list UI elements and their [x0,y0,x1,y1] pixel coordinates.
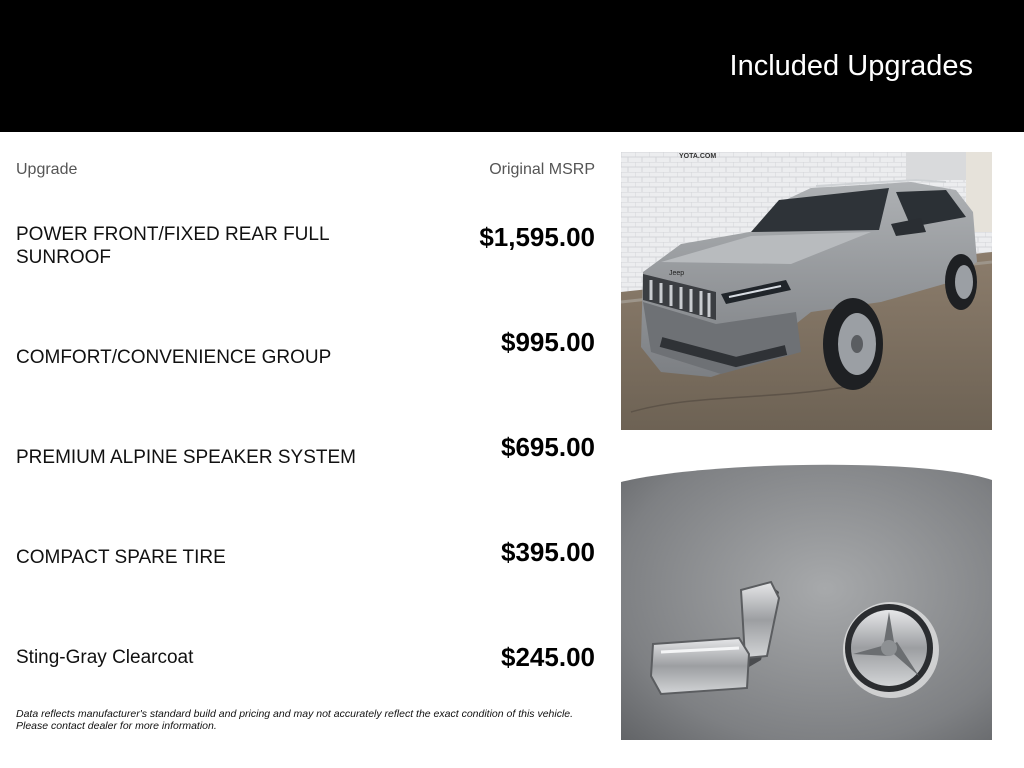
upgrade-price: $695.00 [501,432,595,462]
vehicle-photo [621,152,992,430]
upgrade-price: $995.00 [501,327,595,357]
page-title: Included Upgrades [729,50,973,82]
upgrade-price: $395.00 [501,537,595,567]
upgrade-price: $245.00 [501,642,595,672]
upgrade-name: COMPACT SPARE TIRE [16,547,226,568]
dealer-sign-text: YOTA.COM [679,153,717,160]
seat-controls-photo [621,462,992,740]
header-bar [0,0,1024,132]
column-header-upgrade: Upgrade [16,161,78,178]
upgrade-name: POWER FRONT/FIXED REAR FULL SUNROOF [16,224,329,268]
upgrade-name: COMFORT/CONVENIENCE GROUP [16,347,332,368]
lumbar-knob-icon [843,602,939,698]
disclaimer-footnote: Data reflects manufacturer's standard build and pricing and may not accurately reflect the exact condition of this vehicle. Please contact dealer for more information. [16,708,574,732]
upgrade-name: PREMIUM ALPINE SPEAKER SYSTEM [16,447,356,468]
column-header-msrp: Original MSRP [489,161,595,178]
upgrade-name: Sting-Gray Clearcoat [16,647,194,668]
upgrade-price: $1,595.00 [479,222,595,252]
vehicle-badge: Jeep [669,270,685,277]
